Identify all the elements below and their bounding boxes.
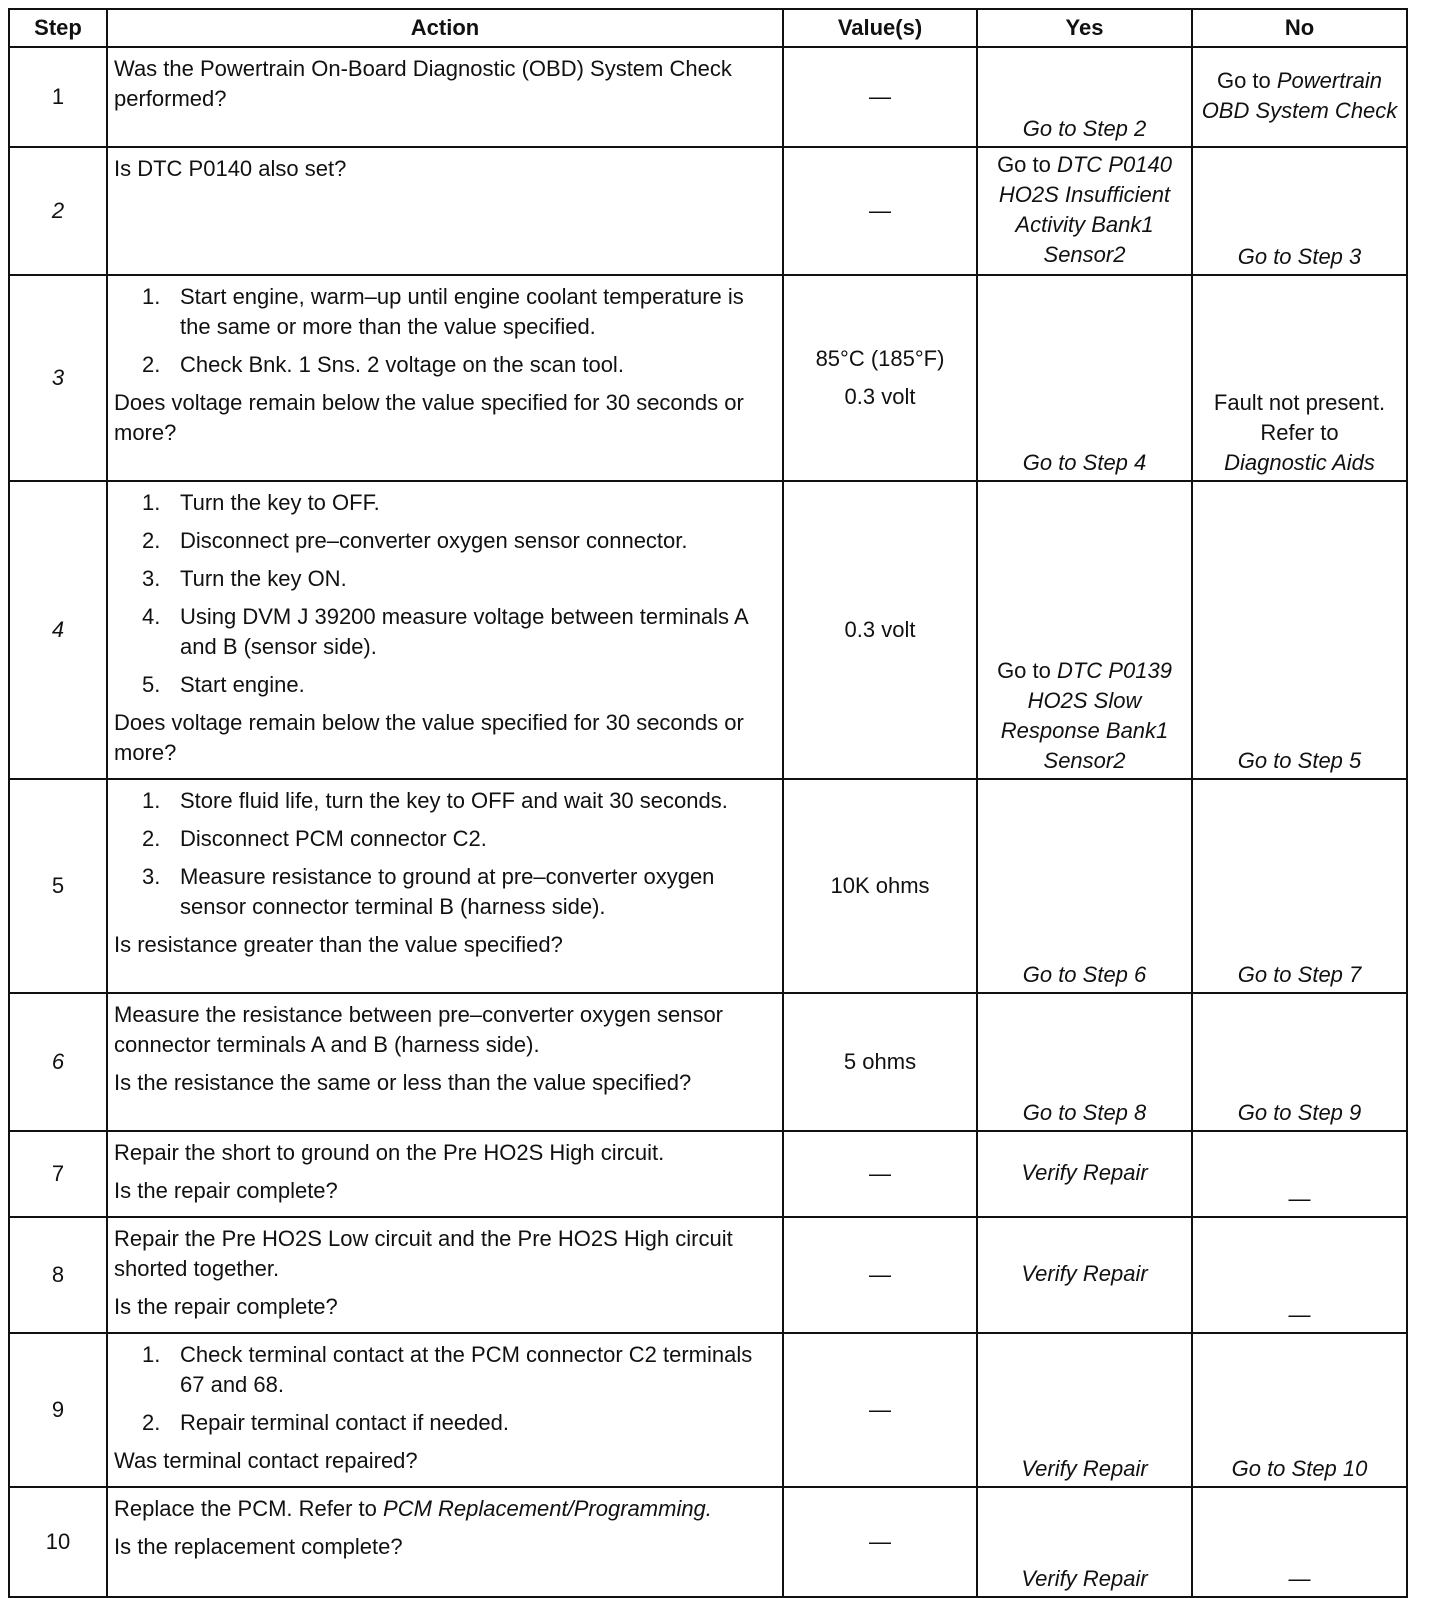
value-cell: — [783, 1487, 977, 1597]
no-cell: — [1192, 1487, 1407, 1597]
action-cell [107, 993, 783, 1131]
list-item [114, 602, 776, 662]
step-number: 4 [9, 481, 107, 779]
action-text [114, 1494, 776, 1524]
no-line2: Refer to [1260, 420, 1339, 445]
item-number: 1. [142, 284, 161, 309]
table-row [9, 1333, 1407, 1487]
item-text: Start engine. [180, 672, 305, 697]
item-text: Using DVM J 39200 measure voltage between terminals A and B (sensor side). [180, 604, 748, 659]
yes-cell: Verify Repair [977, 1487, 1192, 1597]
item-number: 1. [142, 788, 161, 813]
step-number: 1 [9, 47, 107, 147]
action-link: PCM Replacement/Programming. [383, 1496, 712, 1521]
no-line1: Fault not present. [1213, 390, 1386, 415]
list-item [114, 1408, 776, 1438]
step-number: 2 [9, 147, 107, 275]
item-number: 3. [142, 864, 161, 889]
item-number: 1. [142, 490, 161, 515]
diagnostic-table [8, 8, 1408, 1598]
item-number: 1. [142, 1342, 161, 1367]
no-cell: Go to Step 9 [1192, 993, 1407, 1131]
table-row [9, 779, 1407, 993]
value-temperature: 85°C (185°F) [815, 346, 945, 371]
action-cell [107, 1487, 783, 1597]
item-number: 2. [142, 826, 161, 851]
item-number: 5. [142, 672, 161, 697]
no-cell [1192, 47, 1407, 147]
action-cell [107, 481, 783, 779]
action-text: Repair the short to ground on the Pre HO2S High circuit. [114, 1140, 665, 1165]
header-yes: Yes [977, 9, 1192, 47]
step-number: 10 [9, 1487, 107, 1597]
item-text: Measure resistance to ground at pre–converter oxygen sensor connector terminal B (harness side). [180, 864, 715, 919]
step-number: 8 [9, 1217, 107, 1333]
action-question: Was terminal contact repaired? [114, 1448, 418, 1473]
action-question: Is the replacement complete? [114, 1534, 403, 1559]
action-text: Repair the Pre HO2S Low circuit and the Pre HO2S High circuit shorted together. [114, 1226, 733, 1281]
yes-link: DTC P0140 HO2S Insufficient Activity Bank1 Sensor2 [998, 152, 1172, 267]
item-text: Repair terminal contact if needed. [180, 1410, 509, 1435]
no-cell: Go to Step 3 [1192, 147, 1407, 275]
header-no: No [1192, 9, 1407, 47]
yes-cell [977, 481, 1192, 779]
item-text: Turn the key ON. [180, 566, 347, 591]
list-item [114, 282, 776, 342]
list-item [114, 786, 776, 816]
no-cell: — [1192, 1131, 1407, 1217]
header-row [9, 9, 1407, 47]
no-prefix: Go to [1216, 68, 1277, 93]
action-text: Is DTC P0140 also set? [114, 156, 347, 181]
value-cell: — [783, 47, 977, 147]
header-values: Value(s) [783, 9, 977, 47]
step-number: 9 [9, 1333, 107, 1487]
header-step: Step [9, 9, 107, 47]
list-item [114, 350, 776, 380]
table-row [9, 481, 1407, 779]
table-row [9, 47, 1407, 147]
action-cell [107, 1333, 783, 1487]
list-item [114, 488, 776, 518]
list-item [114, 1340, 776, 1400]
value-cell: — [783, 1131, 977, 1217]
table-row [9, 993, 1407, 1131]
value-cell: 5 ohms [783, 993, 977, 1131]
yes-cell: Go to Step 2 [977, 47, 1192, 147]
action-prefix: Replace the PCM. Refer to [114, 1496, 384, 1521]
item-text: Start engine, warm–up until engine coolant temperature is the same or more than the value specified. [180, 284, 744, 339]
action-question: Is the resistance the same or less than the value specified? [114, 1070, 692, 1095]
item-number: 2. [142, 528, 161, 553]
step-number: 6 [9, 993, 107, 1131]
value-cell: — [783, 1217, 977, 1333]
table-row [9, 1217, 1407, 1333]
no-link: Diagnostic Aids [1224, 450, 1375, 475]
list-item [114, 564, 776, 594]
yes-cell: Verify Repair [977, 1217, 1192, 1333]
no-cell [1192, 275, 1407, 481]
action-text: Measure the resistance between pre–converter oxygen sensor connector terminals A and B (harness side). [114, 1002, 724, 1057]
item-text: Store fluid life, turn the key to OFF and wait 30 seconds. [180, 788, 728, 813]
yes-prefix: Go to [997, 152, 1057, 177]
yes-cell: Verify Repair [977, 1131, 1192, 1217]
value-cell: 0.3 volt [783, 481, 977, 779]
value-cell: — [783, 1333, 977, 1487]
no-cell: Go to Step 5 [1192, 481, 1407, 779]
action-question: Is the repair complete? [114, 1178, 338, 1203]
yes-prefix: Go to [997, 658, 1057, 683]
table-row [9, 275, 1407, 481]
yes-cell: Go to Step 6 [977, 779, 1192, 993]
list-item [114, 862, 776, 922]
item-text: Check Bnk. 1 Sns. 2 voltage on the scan tool. [180, 352, 624, 377]
list-item [114, 526, 776, 556]
action-cell [107, 47, 783, 147]
no-cell: — [1192, 1217, 1407, 1333]
action-cell [107, 779, 783, 993]
action-question: Does voltage remain below the value specified for 30 seconds or more? [114, 710, 744, 765]
item-number: 2. [142, 1410, 161, 1435]
no-cell: Go to Step 7 [1192, 779, 1407, 993]
table-row [9, 1487, 1407, 1597]
no-link: Powertrain OBD System Check [1201, 68, 1398, 123]
item-number: 2. [142, 352, 161, 377]
step-number: 7 [9, 1131, 107, 1217]
action-question: Does voltage remain below the value specified for 30 seconds or more? [114, 390, 744, 445]
action-cell [107, 275, 783, 481]
list-item [114, 670, 776, 700]
action-text: Was the Powertrain On-Board Diagnostic (OBD) System Check performed? [114, 56, 732, 111]
value-voltage: 0.3 volt [844, 384, 916, 409]
item-text: Check terminal contact at the PCM connector C2 terminals 67 and 68. [180, 1342, 753, 1397]
item-text: Disconnect PCM connector C2. [180, 826, 487, 851]
action-question: Is resistance greater than the value specified? [114, 932, 563, 957]
yes-cell: Verify Repair [977, 1333, 1192, 1487]
yes-cell [977, 147, 1192, 275]
step-number: 3 [9, 275, 107, 481]
yes-cell: Go to Step 8 [977, 993, 1192, 1131]
action-cell [107, 1131, 783, 1217]
action-cell [107, 1217, 783, 1333]
action-question: Is the repair complete? [114, 1294, 338, 1319]
table-row [9, 147, 1407, 275]
item-text: Disconnect pre–converter oxygen sensor connector. [180, 528, 688, 553]
value-cell: 10K ohms [783, 779, 977, 993]
table-row [9, 1131, 1407, 1217]
value-cell [783, 275, 977, 481]
item-text: Turn the key to OFF. [180, 490, 380, 515]
action-cell [107, 147, 783, 275]
item-number: 4. [142, 604, 161, 629]
value-cell: — [783, 147, 977, 275]
list-item [114, 824, 776, 854]
yes-cell: Go to Step 4 [977, 275, 1192, 481]
step-number: 5 [9, 779, 107, 993]
no-cell: Go to Step 10 [1192, 1333, 1407, 1487]
item-number: 3. [142, 566, 161, 591]
yes-link: DTC P0139 HO2S Slow Response Bank1 Sensor2 [1000, 658, 1172, 773]
header-action: Action [107, 9, 783, 47]
